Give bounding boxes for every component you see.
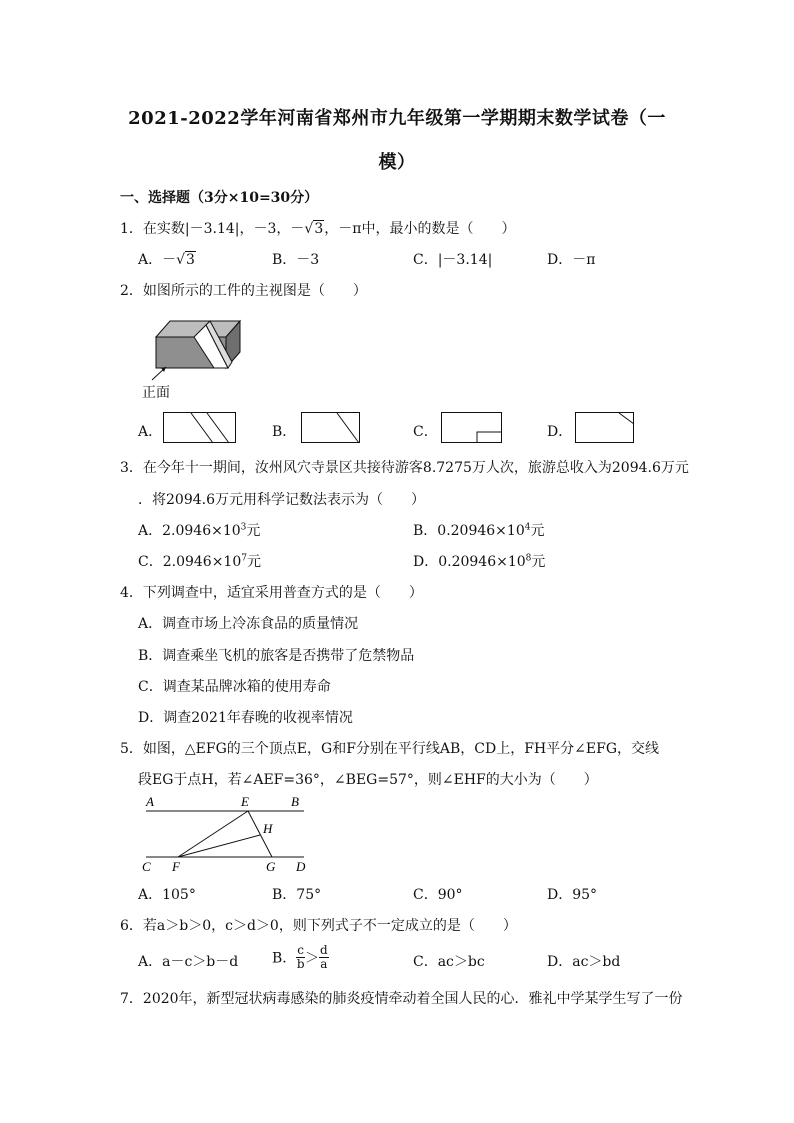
q1-option-d: D．－π bbox=[547, 252, 596, 268]
q2-front-label: 正面 bbox=[142, 385, 170, 401]
q5-option-b: B．75° bbox=[272, 887, 322, 903]
q1-stem-part1: 1．在实数|－3.14|，－3，－ bbox=[120, 221, 305, 237]
q3-option-a-base: A．2.0946×10 bbox=[138, 523, 241, 539]
question-7-stem: 7．2020年，新型冠状病毒感染的肺炎疫情牵动着全国人民的心．雅礼中学某学生写了一份 bbox=[120, 991, 683, 1007]
point-label-h: H bbox=[263, 821, 273, 836]
fraction-numerator: d bbox=[320, 943, 328, 957]
q3-option-d-exp: 8 bbox=[525, 553, 532, 564]
sqrt-icon: √ bbox=[304, 221, 314, 237]
q3-option-d bbox=[413, 551, 545, 571]
q3-option-b-exp: 4 bbox=[524, 522, 531, 533]
exam-title-line2: 模） bbox=[378, 152, 416, 173]
question-3-stem-line2: ．将2094.6万元用科学记数法表示为（ ） bbox=[138, 492, 425, 508]
q3-option-a-exp: 3 bbox=[240, 522, 247, 533]
q5-option-d: D．95° bbox=[547, 887, 598, 903]
q2-option-d-label: D． bbox=[547, 424, 573, 440]
q3-option-c bbox=[138, 551, 261, 571]
q6-option-b-gt: ＞ bbox=[305, 950, 320, 967]
q1-option-a-pre: A．－ bbox=[138, 252, 177, 268]
q4-option-d: D．调查2021年春晚的收视率情况 bbox=[138, 710, 353, 726]
q2-option-c-figure bbox=[441, 412, 503, 444]
fraction-denominator: a bbox=[320, 957, 328, 971]
q3-option-a bbox=[138, 520, 260, 540]
point-label-d: D bbox=[296, 859, 306, 874]
q3-option-c-exp: 7 bbox=[241, 553, 247, 564]
q1-option-b: B．－3 bbox=[272, 252, 320, 268]
q1-option-c: C．|－3.14| bbox=[413, 252, 493, 268]
q2-option-b-figure bbox=[301, 412, 361, 444]
point-label-c: C bbox=[142, 859, 151, 874]
q5-option-c: C．90° bbox=[413, 887, 463, 903]
question-5-stem-line1: 5．如图，△EFG的三个顶点E，G和F分别在平行线AB，CD上，FH平分∠EFG，交线 bbox=[120, 741, 660, 757]
q6-option-b-prefix: B． bbox=[272, 950, 297, 967]
q5-geometry-figure bbox=[140, 793, 320, 878]
q3-option-d-base: D．0.20946×10 bbox=[413, 554, 526, 570]
q4-option-a: A．调查市场上冷冻食品的质量情况 bbox=[138, 616, 359, 632]
q3-option-b-base: B．0.20946×10 bbox=[413, 523, 525, 539]
q1-stem-part2: ，－π中，最小的数是（ ） bbox=[324, 221, 516, 237]
q3-option-a-unit: 元 bbox=[246, 523, 261, 539]
sqrt-icon: √ bbox=[176, 252, 186, 268]
q6-option-b-fraction-2 bbox=[319, 944, 329, 971]
q2-option-b-label: B． bbox=[272, 424, 297, 440]
q3-option-c-base: C．2.0946×10 bbox=[138, 554, 242, 570]
q4-option-c: C．调查某品牌冰箱的使用寿命 bbox=[138, 679, 331, 695]
q1-stem-radicand: 3 bbox=[314, 221, 324, 237]
q6-option-a: A．a－c＞b－d bbox=[138, 954, 239, 970]
point-label-g: G bbox=[266, 859, 276, 874]
point-label-e: E bbox=[241, 794, 249, 809]
question-1-stem bbox=[120, 218, 515, 238]
q3-option-d-unit: 元 bbox=[531, 554, 546, 570]
question-3-stem-line1: 3．在今年十一期间，汝州风穴寺景区共接待游客8.7275万人次，旅游总收入为2094.6万元 bbox=[120, 460, 689, 476]
q1-option-a-radicand: 3 bbox=[186, 252, 195, 268]
point-label-a: A bbox=[146, 794, 154, 809]
q2-option-c-label: C． bbox=[413, 424, 438, 440]
fraction-numerator: c bbox=[297, 943, 305, 957]
q2-option-a-label: A． bbox=[138, 424, 163, 440]
point-label-f: F bbox=[172, 859, 180, 874]
question-2-stem: 2．如图所示的工件的主视图是（ ） bbox=[120, 283, 367, 299]
question-4-stem: 4．下列调查中，适宜采用普查方式的是（ ） bbox=[120, 585, 423, 601]
q6-option-c: C．ac＞bc bbox=[413, 954, 485, 970]
q3-option-b bbox=[413, 520, 544, 540]
exam-title-line1: 2021-2022学年河南省郑州市九年级第一学期期末数学试卷（一 bbox=[128, 108, 666, 129]
q3-option-c-unit: 元 bbox=[246, 554, 261, 570]
q5-option-a: A．105° bbox=[138, 887, 196, 903]
q6-option-b bbox=[272, 944, 329, 971]
section-heading: 一、选择题（3分×10=30分） bbox=[120, 190, 319, 206]
point-label-b: B bbox=[291, 794, 299, 809]
question-5-stem-line2: 段EG于点H，若∠AEF=36°，∠BEG=57°，则∠EHF的大小为（ ） bbox=[138, 772, 598, 788]
q1-option-a bbox=[138, 249, 196, 269]
question-6-stem: 6．若a＞b＞0，c＞d＞0，则下列式子不一定成立的是（ ） bbox=[120, 918, 517, 934]
q2-option-d-figure bbox=[575, 412, 635, 444]
q6-option-b-fraction-1 bbox=[296, 944, 305, 971]
q2-option-a-figure bbox=[163, 412, 237, 444]
q3-option-b-unit: 元 bbox=[530, 523, 545, 539]
q4-option-b: B．调查乘坐飞机的旅客是否携带了危禁物品 bbox=[138, 648, 415, 664]
q6-option-d: D．ac＞bd bbox=[547, 954, 621, 970]
fraction-denominator: b bbox=[296, 957, 305, 971]
